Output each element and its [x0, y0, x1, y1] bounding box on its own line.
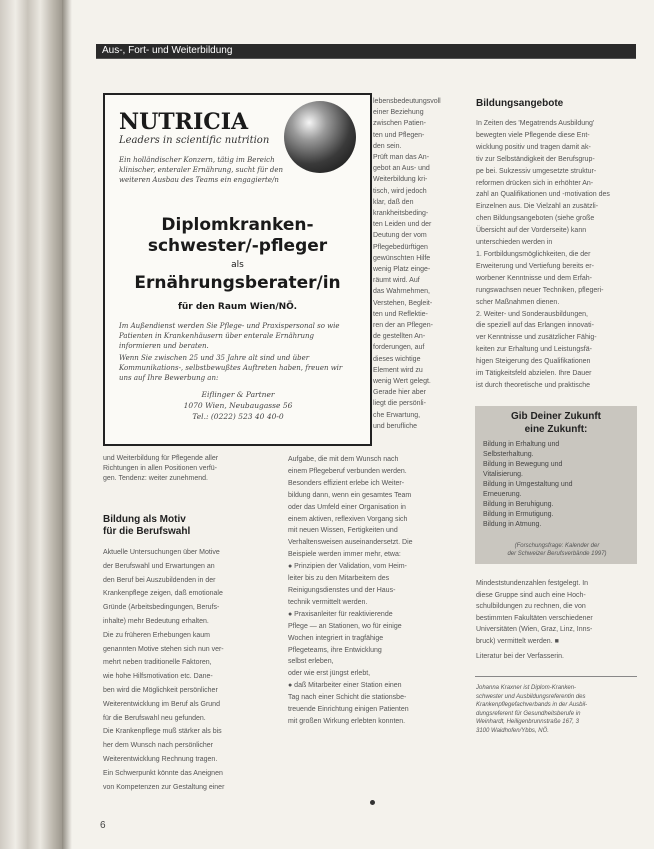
text-line: Aufgabe, die mit dem Wunsch nach [288, 456, 399, 463]
text-line: bildung dann, wenn ein gesamtes Team [288, 491, 412, 499]
text-line: bruck) vermittelt werden. ■ [476, 637, 559, 645]
text-line: Gerade hier aber [373, 389, 426, 397]
text-line: und Weiterbildung für Pflegende aller [103, 455, 219, 462]
author-divider [475, 676, 637, 677]
text-line: 2. Weiter- und Sonderausbildungen, [476, 310, 588, 318]
text-line: selbst erleben, [288, 658, 334, 666]
text-line: bestimmten Fakultäten verschiedener [476, 614, 593, 622]
text-line: Bildung in Erhaltung und [483, 441, 560, 448]
author-note [476, 684, 638, 735]
text-line: genannten Motive stehen sich nun ver- [103, 645, 224, 653]
text-line: von Kompetenzen zur Gestaltung einer [103, 783, 225, 791]
text-line: wenig Wert gelegt. [373, 378, 431, 386]
text-line: tisch, wird jedoch [373, 187, 427, 195]
column-right-lower [476, 578, 638, 647]
text-line: Selbsterhaltung. [483, 451, 534, 458]
text-line: schwester und Ausbildungsreferentin des [476, 693, 586, 700]
callout-source-line2: der Schweizer Berufsverbände 1997) [507, 551, 607, 557]
text-line: das Wahrnehmen, [373, 288, 430, 296]
text-line: oder wie erst jüngst erlebt, [288, 670, 371, 678]
text-line: der Berufswahl und Erwartungen an [103, 562, 215, 570]
ad-title-line1: Diplomkranken- [161, 215, 314, 235]
text-line: Wochen integriert in tragfähige [288, 634, 384, 642]
ad-title-line2: schwester/-pfleger [147, 236, 328, 256]
signoff: Literatur bei der Verfasserin. [476, 653, 564, 660]
text-line: ist durch theoretische und praktische [476, 381, 591, 389]
text-line: ren der an Pflegen- [373, 322, 433, 330]
callout-title [475, 410, 637, 436]
text-line: gewünschten Hilfe [373, 254, 431, 262]
text-line: Erweiterung und Vertiefung bereits er- [476, 262, 594, 270]
motiv-body [103, 546, 273, 794]
spine-shadow [62, 0, 72, 849]
column-left-lower [103, 454, 273, 484]
text-line: ● Praxisanleiter für reaktivierende [288, 610, 393, 618]
text-line: Deutung der vom [373, 232, 427, 240]
text-line: gen. Tendenz: weiter zunehmend. [103, 475, 208, 482]
text-line: Krankenpflege zeigen, daß emotionale [103, 590, 223, 598]
callout-title-line1: Gib Deiner Zukunft [511, 411, 601, 422]
text-line: Pflege — an Stationen, wo für einige [288, 622, 402, 630]
text-line: Weinhardt, Heiligenbrunnstraße 167, 3 [476, 719, 579, 725]
text-line: higen Steigerung des Qualifikationen [476, 358, 591, 366]
book-spine [0, 0, 62, 849]
text-line: technik vermittelt werden. [288, 598, 368, 606]
text-line: forderungen, auf [373, 344, 425, 352]
text-line: leiter bis zu den Mitarbeitern des [288, 575, 390, 583]
text-line: Einzelnen aus. Die Vielzahl an zusätzli- [476, 203, 599, 211]
ad-title-als: als [231, 260, 244, 270]
text-line: Element wird zu [373, 366, 423, 374]
text-line: Gründe (Arbeitsbedingungen, Berufs- [103, 604, 220, 612]
text-line: Bildung in Umgestaltung und [483, 481, 573, 488]
text-line: Die zu früheren Erhebungen kaum [103, 631, 211, 639]
text-line: pe bei. Sukzessiv umgesetzte struktur- [476, 167, 597, 175]
text-line: ten Leiden und der [373, 221, 432, 229]
bildungsangebote-body [476, 118, 638, 392]
text-line: Weiterbildung kri- [373, 176, 428, 184]
text-line: Aktuelle Untersuchungen über Motive [103, 549, 220, 556]
text-line: mit neuen Wissen, Fertigkeiten und [288, 527, 398, 535]
text-line: keiten zur Erhaltung und Leistungsfä- [476, 346, 592, 354]
text-line: de gestellten An- [373, 333, 426, 341]
text-line: dieses wichtige [373, 355, 421, 363]
text-line: Bildung in Atmung. [483, 521, 542, 528]
text-line: Besonders effizient erlebe ich Weiter- [288, 479, 405, 487]
text-line: ben wird die Möglichkeit persönlicher [103, 686, 218, 694]
callout-source-line1: (Forschungsfrage: Kalender der [514, 543, 600, 549]
ad-brand-logo: NUTRICIA [119, 109, 249, 135]
text-line: mit großen Wirkung erlebten konnten. [288, 717, 406, 725]
text-line: rungswachsen neuer Techniken, pflegeri- [476, 286, 604, 294]
text-line: 1. Fortbildungsmöglichkeiten, die der [476, 250, 591, 258]
text-line: unterschieden werden in [476, 239, 553, 247]
text-line: worbener Kenntnisse und dem Erfah- [476, 274, 592, 282]
text-line: Vitalisierung. [483, 471, 523, 478]
text-line: oder das Umfeld einer Organisation in [288, 503, 406, 511]
callout-title-line2: eine Zukunft: [524, 424, 588, 435]
text-line: Weiterentwicklung im Beruf als Grund [103, 700, 220, 708]
text-line: Krankenpflegefachverbands in der Ausbil- [476, 702, 588, 708]
text-line: liegt die persönli- [373, 400, 426, 408]
text-line: Pflegeteams, ihre Entwicklung [288, 646, 382, 654]
text-line: zwischen Patien- [373, 120, 426, 128]
text-line: Weiterentwicklung Rechnung tragen. [103, 755, 218, 763]
text-line: für die Berufswahl neu gefunden. [103, 714, 206, 722]
end-bullet-icon [370, 800, 375, 805]
text-line: treuende Einrichtung einigen Patienten [288, 706, 409, 714]
text-line: Verstehen, Begleit- [373, 299, 433, 307]
text-line: einem Pflegeberuf verbunden werden. [288, 467, 407, 475]
text-line: Beispiele werden immer mehr, etwa: [288, 551, 401, 559]
ad-body-1: Im Außendienst werden Sie Pflege- und Praxispersonal so wie Patienten in Krankenhäusern über enterale Ernährung informieren und beraten. [119, 322, 340, 350]
motiv-heading-line1: Bildung als Motiv [103, 514, 186, 525]
header-rule [96, 58, 636, 59]
ad-contact [119, 389, 357, 422]
text-line: Ein Schwerpunkt könnte das Aneignen [103, 769, 223, 777]
text-line: ver Kenntnisse und zusätzlicher Fähig- [476, 334, 597, 342]
text-line: her dem Wunsch nach persönlicher [103, 742, 213, 750]
text-line: den sein. [373, 142, 402, 150]
text-line: räumt wird. Auf [373, 277, 420, 285]
column-middle-top [373, 96, 463, 432]
nutricia-advertisement [103, 93, 372, 446]
text-line: den Beruf bei Auszubildenden in der [103, 576, 216, 584]
text-line: krankheitsbeding- [373, 210, 429, 218]
text-line: die speziell auf das Erlangen innovati- [476, 322, 594, 330]
motiv-heading-line2: für die Berufswahl [103, 526, 191, 537]
ad-contact-phone: Tel.: (0222) 523 40 40-0 [192, 412, 284, 421]
ad-region: für den Raum Wien/NÖ. [177, 302, 298, 312]
text-line: Johanna Kraxner ist Diplom-Kranken- [476, 685, 577, 691]
text-line: wenig Platz einge- [373, 266, 431, 274]
text-line: Prüft man das An- [373, 154, 430, 162]
text-line: ● Prinzipien der Validation, vom Heim- [288, 563, 407, 571]
ad-body-2: Wenn Sie zwischen 25 und 35 Jahre alt sind und über Kommunikations-, selbstbewußtes Auftreten haben, freuen wir uns auf Ihre Bewerbung an: [119, 354, 343, 382]
text-line: Pflegebedürftigen [373, 243, 428, 251]
text-line: ten und Reflektie- [373, 310, 428, 318]
text-line: ● daß Mitarbeiter einer Station einen [288, 682, 402, 690]
text-line: reformen drücken sich in erhöhter An- [476, 179, 594, 187]
text-line: einem aktiven, reflexiven Vorgang sich [288, 515, 408, 523]
text-line: Reinigungsdienstes und der Haus- [288, 586, 396, 594]
text-line: dungsreferent für Gesundheitsberufe in [476, 710, 581, 717]
text-line: lebensbedeutungsvoll [373, 98, 441, 105]
text-line: Bildung in Ermutigung. [483, 511, 554, 518]
text-line: wie hohe Hilfsmotivation etc. Dane- [103, 673, 213, 681]
ad-tagline: Leaders in scientific nutrition [119, 135, 270, 146]
text-line: schulbildungen zu rechnen, die von [476, 603, 586, 610]
text-line: Mindeststundenzahlen festgelegt. In [476, 580, 589, 587]
text-line: gebot an Aus- und [373, 165, 430, 173]
callout-items [483, 440, 631, 530]
text-line: tiv zur Selbständigkeit der Berufsgrup- [476, 155, 595, 163]
callout-source [483, 542, 631, 558]
text-line: ten und Pflegen- [373, 131, 425, 139]
text-line: bewegten viele Pflegende diese Ent- [476, 131, 590, 139]
column-middle-lower [288, 454, 464, 728]
text-line: Erneuerung. [483, 491, 522, 498]
text-line: klar, daß den [373, 198, 414, 206]
bildungsangebote-heading: Bildungsangebote [476, 98, 564, 109]
text-line: inhalte) mehr Bedeutung erhalten. [103, 617, 209, 625]
ad-intro: Ein holländischer Konzern, tätig im Bereich klinischer, enteraler Ernährung, sucht für den weiteren Ausbau des Teams ein engagierte/n [119, 156, 284, 184]
text-line: Richtungen in allen Positionen verfü- [103, 465, 218, 472]
text-line: Die Krankenpflege muß stärker als bis [103, 728, 222, 736]
text-line: mehrt neben traditionelle Faktoren, [103, 659, 212, 667]
callout-box [475, 406, 637, 564]
text-line: Verhaltensweisen auseinandersetzt. Die [288, 539, 413, 547]
text-line: In Zeiten des 'Megatrends Ausbildung' [476, 120, 595, 127]
ad-contact-address: 1070 Wien, Neubaugasse 56 [183, 401, 293, 410]
section-header-bar [96, 44, 636, 58]
text-line: wicklung positiv und tragen damit ak- [476, 143, 591, 151]
text-line: und berufliche [373, 422, 417, 430]
text-line: Bildung in Bewegung und [483, 461, 563, 468]
text-line: Universitäten (Wien, Graz, Linz, Inns- [476, 626, 593, 633]
text-line: 3100 Waidhofen/Ybbs, NÖ. [476, 727, 549, 734]
text-line: Übersicht auf der Vorderseite) kann [476, 227, 587, 235]
ad-contact-company: Eiflinger & Partner [201, 390, 275, 399]
page-number: 6 [100, 820, 106, 831]
section-title: Aus-, Fort- und Weiterbildung [102, 45, 233, 56]
text-line: zahl an Qualifikationen und -motivation des [476, 191, 610, 199]
text-line: Tag nach einer Schicht die stationsbe- [288, 694, 407, 702]
text-line: che Erwartung, [373, 411, 421, 419]
text-line: Bildung in Beruhigung. [483, 501, 554, 508]
text-line: chen Bildungsangeboten (siehe große [476, 215, 595, 223]
text-line: scher Maßnahmen dienen. [476, 298, 560, 306]
text-line: im Tätigkeitsfeld abzielen. Ihre Dauer [476, 370, 592, 378]
motiv-heading [103, 514, 273, 538]
text-line: einer Beziehung [373, 109, 424, 117]
text-line: diese Gruppe sind auch eine Hoch- [476, 591, 586, 599]
ad-title-line3: Ernährungsberater/in [134, 273, 341, 293]
